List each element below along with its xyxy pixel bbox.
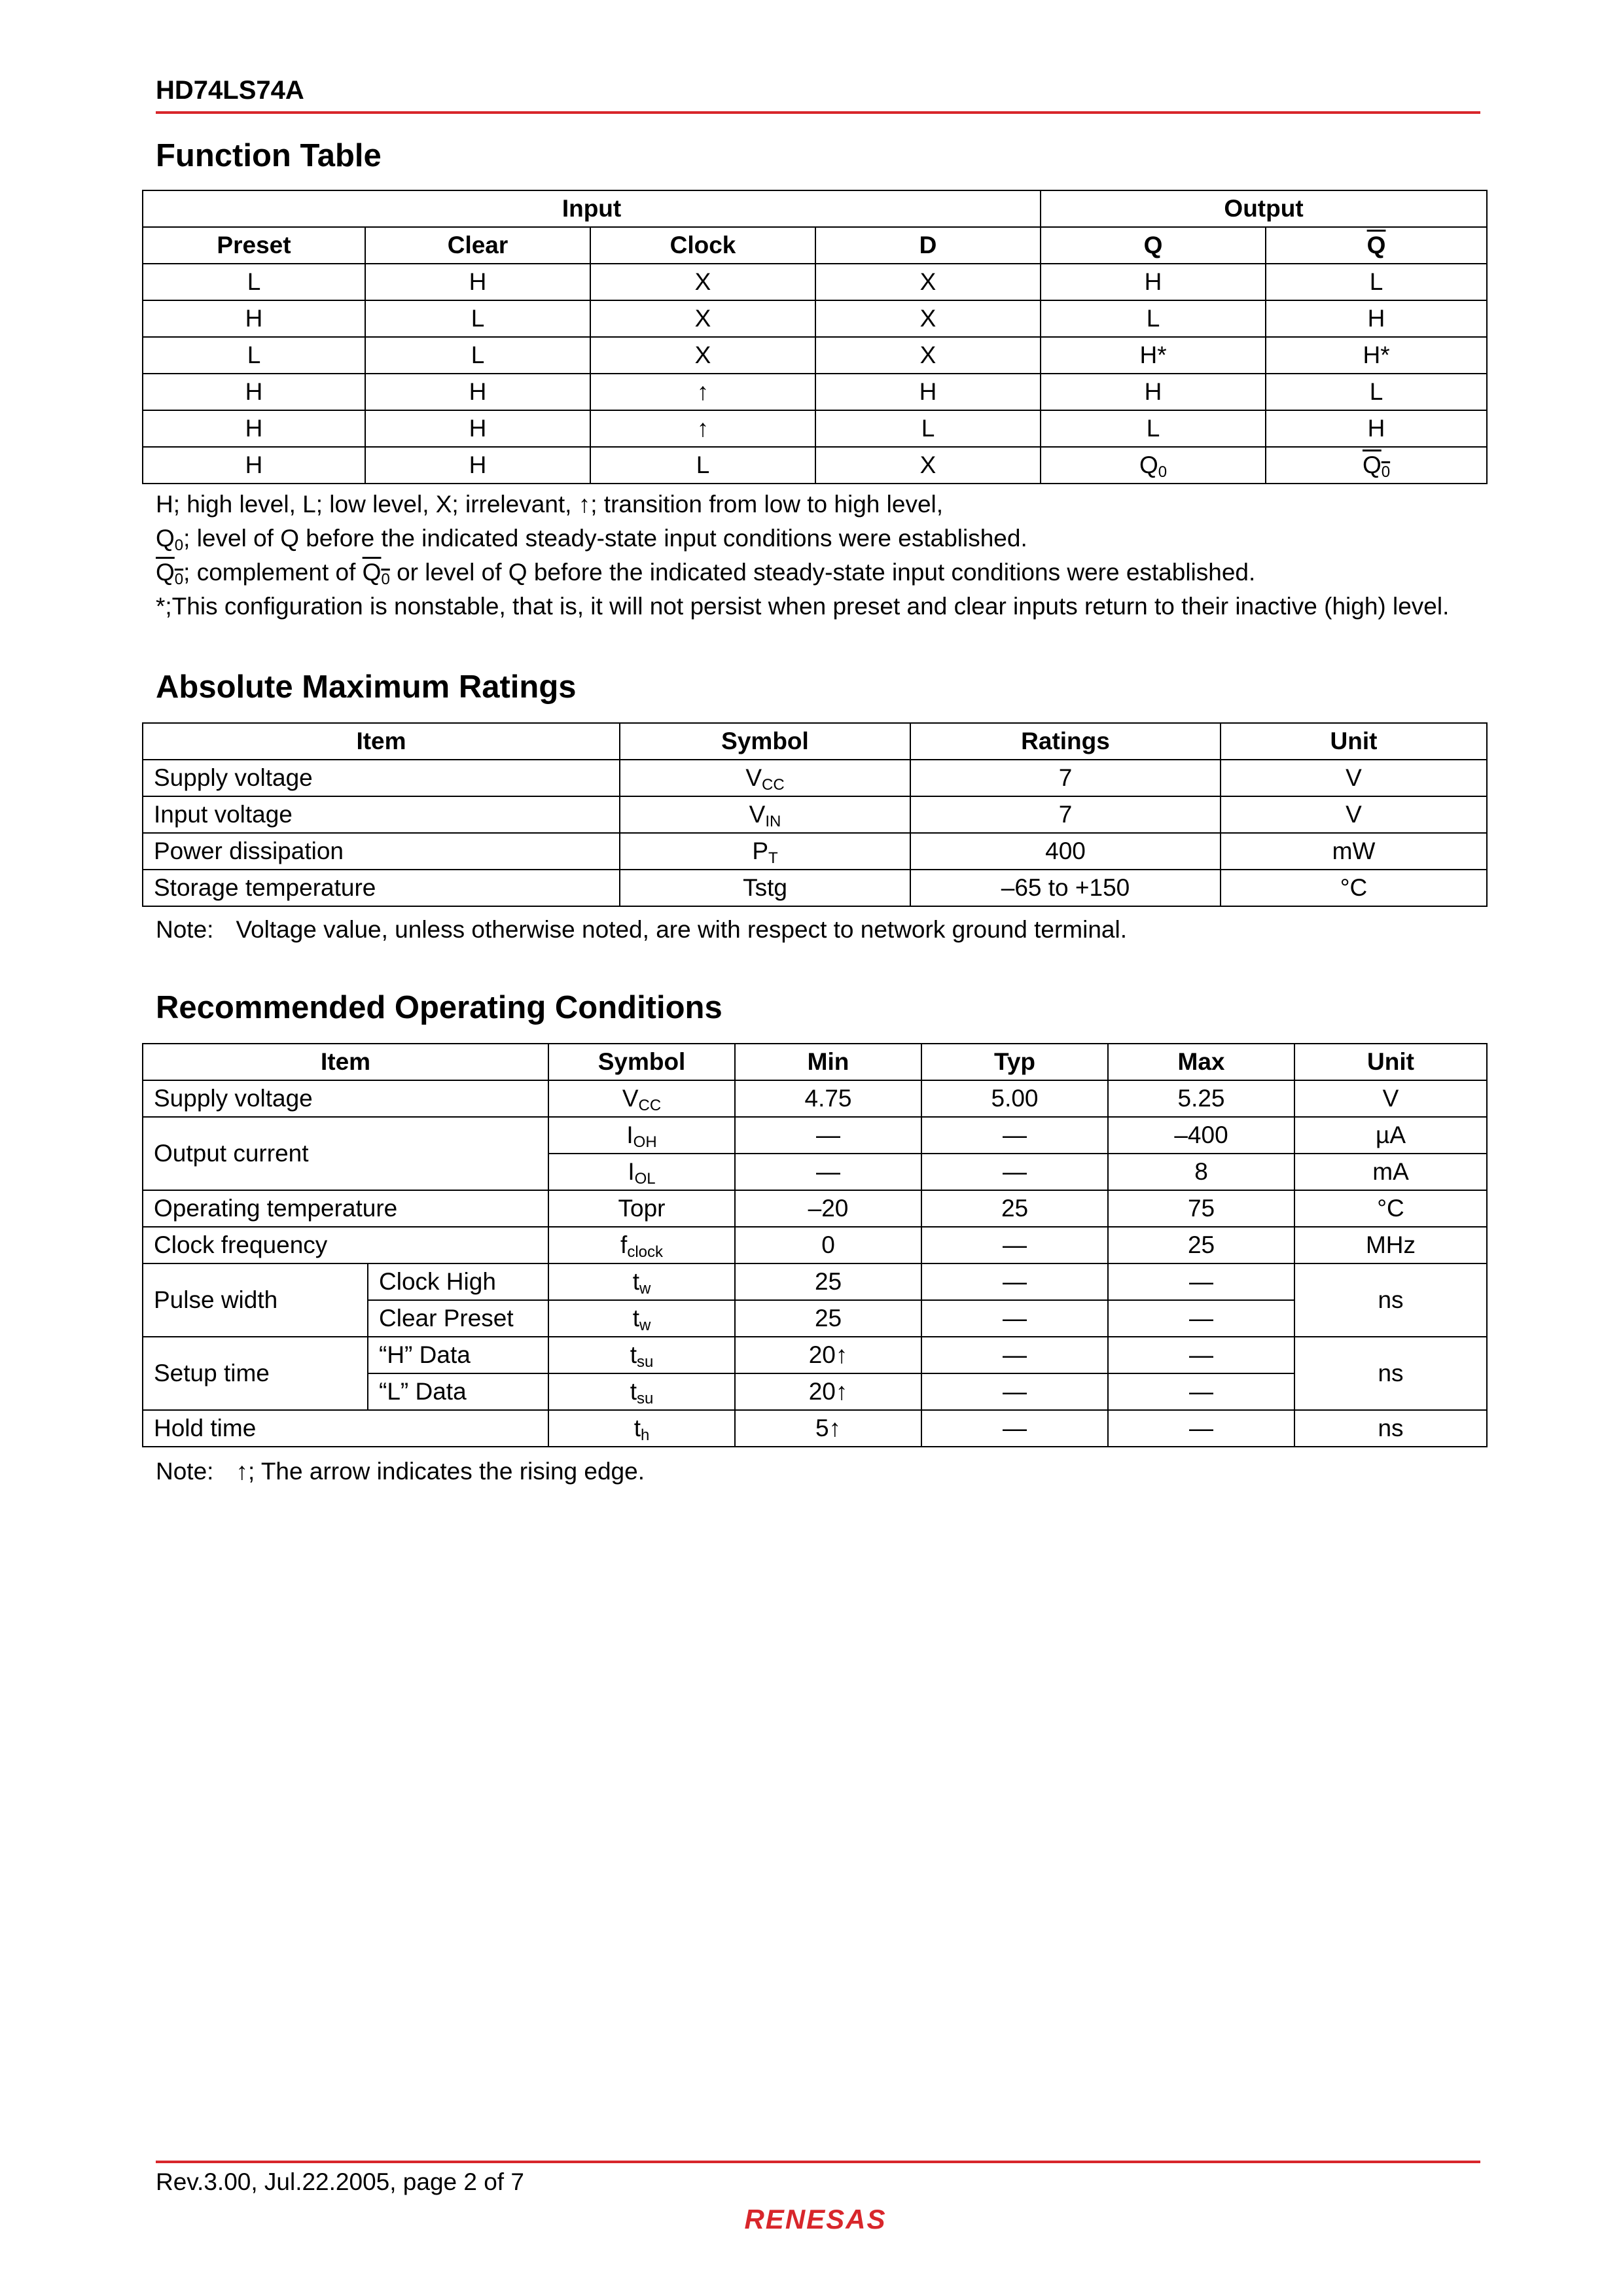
cell: Clock frequency <box>143 1227 548 1263</box>
output-group-header: Output <box>1041 190 1487 227</box>
cell-symbol: $t_h$ <box>548 1410 735 1447</box>
column-header-row <box>143 723 1487 760</box>
table-row <box>143 1190 1487 1227</box>
cell: Operating temperature <box>143 1190 548 1227</box>
cell: 5.25 <box>1108 1080 1294 1117</box>
function-table-note-q0bar: $Q_0$; complement of $Q_0$ or level of Q before the indicated steady-state input conditions were established. <box>156 559 1256 588</box>
cell: X <box>590 300 815 337</box>
cell: Hold time <box>143 1410 548 1447</box>
cell: H <box>1041 264 1266 300</box>
cell: MHz <box>1294 1227 1487 1263</box>
cell-symbol: Tstg <box>620 870 910 906</box>
note-label: Note: <box>156 916 214 943</box>
cell: –400 <box>1108 1117 1294 1154</box>
cell: H <box>365 447 590 484</box>
cell: “H” Data <box>368 1337 548 1373</box>
cell: — <box>1108 1337 1294 1373</box>
col-preset: Preset <box>143 227 365 264</box>
col-d: D <box>815 227 1041 264</box>
cell: H <box>1041 374 1266 410</box>
cell: mW <box>1221 833 1487 870</box>
cell: 400 <box>910 833 1221 870</box>
abs-max-note <box>156 916 1127 944</box>
col-unit: Unit <box>1294 1044 1487 1080</box>
table-row <box>143 833 1487 870</box>
cell: H <box>365 410 590 447</box>
cell: X <box>815 264 1041 300</box>
col-max: Max <box>1108 1044 1294 1080</box>
cell: H <box>365 374 590 410</box>
col-qbar: $\overline{Q}$ <box>1266 227 1487 264</box>
table-row <box>143 1410 1487 1447</box>
col-ratings: Ratings <box>910 723 1221 760</box>
renesas-logo-text: RENESAS <box>744 2204 887 2234</box>
cell: X <box>815 447 1041 484</box>
cell-symbol: Topr <box>548 1190 735 1227</box>
col-symbol: Symbol <box>548 1044 735 1080</box>
column-header-row <box>143 227 1487 264</box>
table-row <box>143 300 1487 337</box>
cell: V <box>1294 1080 1487 1117</box>
cell: Setup time <box>143 1337 368 1410</box>
note-label: Note: <box>156 1458 214 1485</box>
cell-symbol: $t_{su}$ <box>548 1373 735 1410</box>
cell: H* <box>1041 337 1266 374</box>
cell: L <box>1041 410 1266 447</box>
cell: H <box>143 374 365 410</box>
footer-rule <box>156 2161 1480 2163</box>
cell: –65 to +150 <box>910 870 1221 906</box>
column-header-row <box>143 1044 1487 1080</box>
input-group-header: Input <box>143 190 1041 227</box>
table-row <box>143 264 1487 300</box>
cell-symbol: $f_{clock}$ <box>548 1227 735 1263</box>
cell: L <box>815 410 1041 447</box>
cell: –20 <box>735 1190 921 1227</box>
header-rule <box>156 111 1480 114</box>
cell: — <box>921 1373 1108 1410</box>
cell: V <box>1221 760 1487 796</box>
cell: Clear Preset <box>368 1300 548 1337</box>
cell: 7 <box>910 796 1221 833</box>
col-item: Item <box>143 1044 548 1080</box>
cell-rising-edge: ↑ <box>590 374 815 410</box>
cell: Input voltage <box>143 796 620 833</box>
cell: 25 <box>735 1300 921 1337</box>
cell: H <box>365 264 590 300</box>
note-text: ↑; The arrow indicates the rising edge. <box>236 1458 645 1485</box>
cell: — <box>1108 1263 1294 1300</box>
col-typ: Typ <box>921 1044 1108 1080</box>
cell: H <box>143 300 365 337</box>
cell: 75 <box>1108 1190 1294 1227</box>
cell-symbol: $V_{IN}$ <box>620 796 910 833</box>
cell: mA <box>1294 1154 1487 1190</box>
cell: °C <box>1294 1190 1487 1227</box>
cell: — <box>921 1410 1108 1447</box>
cell: L <box>590 447 815 484</box>
cell: Supply voltage <box>143 760 620 796</box>
function-table <box>142 190 1488 484</box>
cell: 5↑ <box>735 1410 921 1447</box>
cell: L <box>143 337 365 374</box>
cell: H <box>143 447 365 484</box>
cell-symbol: $V_{CC}$ <box>548 1080 735 1117</box>
cell: V <box>1221 796 1487 833</box>
cell: — <box>921 1300 1108 1337</box>
footer-revision: Rev.3.00, Jul.22.2005, page 2 of 7 <box>156 2168 524 2195</box>
cell: H <box>815 374 1041 410</box>
cell: ns <box>1294 1263 1487 1337</box>
col-q: Q <box>1041 227 1266 264</box>
cell: — <box>921 1117 1108 1154</box>
renesas-logo <box>717 2202 914 2237</box>
cell: — <box>921 1337 1108 1373</box>
cell: “L” Data <box>368 1373 548 1410</box>
cell: X <box>590 337 815 374</box>
cell-rising-edge: ↑ <box>590 410 815 447</box>
cell: — <box>1108 1300 1294 1337</box>
cell: Pulse width <box>143 1263 368 1337</box>
cell: H <box>143 410 365 447</box>
col-min: Min <box>735 1044 921 1080</box>
table-row <box>143 796 1487 833</box>
cell: — <box>1108 1373 1294 1410</box>
table-row <box>143 1263 1487 1300</box>
cell: µA <box>1294 1117 1487 1154</box>
cell: — <box>921 1227 1108 1263</box>
col-clear: Clear <box>365 227 590 264</box>
cell-q0: $Q_0$ <box>1041 447 1266 484</box>
cell: — <box>735 1154 921 1190</box>
cell: L <box>1266 264 1487 300</box>
function-table-note-legend: H; high level, L; low level, X; irrelevant, ↑; transition from low to high level, <box>156 491 944 518</box>
function-table-note-q0: $Q_0$; level of Q before the indicated steady-state input conditions were established. <box>156 525 1027 554</box>
cell: L <box>1266 374 1487 410</box>
cell-symbol: $V_{CC}$ <box>620 760 910 796</box>
cell: 0 <box>735 1227 921 1263</box>
cell-symbol: $t_w$ <box>548 1300 735 1337</box>
cell-symbol: $I_{OH}$ <box>548 1117 735 1154</box>
cell: X <box>815 300 1041 337</box>
cell: X <box>815 337 1041 374</box>
cell: X <box>590 264 815 300</box>
cell: Output current <box>143 1117 548 1190</box>
table-row <box>143 447 1487 484</box>
abs-max-table <box>142 722 1488 907</box>
table-row <box>143 1227 1487 1263</box>
cell: 4.75 <box>735 1080 921 1117</box>
cell: H <box>1266 300 1487 337</box>
cell: 20↑ <box>735 1373 921 1410</box>
cell: ns <box>1294 1410 1487 1447</box>
cell-symbol: $I_{OL}$ <box>548 1154 735 1190</box>
table-row <box>143 1337 1487 1373</box>
cell: H <box>1266 410 1487 447</box>
col-symbol: Symbol <box>620 723 910 760</box>
cell-q0-bar: $Q_0$ <box>1266 447 1487 484</box>
cell: 25 <box>735 1263 921 1300</box>
document-header-part-number: HD74LS74A <box>156 76 304 105</box>
table-row <box>143 870 1487 906</box>
cell: — <box>735 1117 921 1154</box>
cell: ns <box>1294 1337 1487 1410</box>
table-row <box>143 374 1487 410</box>
table-row <box>143 1117 1487 1154</box>
table-row <box>143 1080 1487 1117</box>
cell: L <box>365 300 590 337</box>
roc-title: Recommended Operating Conditions <box>156 990 722 1025</box>
abs-max-title: Absolute Maximum Ratings <box>156 669 577 705</box>
cell: Clock High <box>368 1263 548 1300</box>
cell: L <box>143 264 365 300</box>
cell: 20↑ <box>735 1337 921 1373</box>
cell: Supply voltage <box>143 1080 548 1117</box>
col-item: Item <box>143 723 620 760</box>
cell: — <box>921 1263 1108 1300</box>
cell: — <box>1108 1410 1294 1447</box>
table-row <box>143 410 1487 447</box>
cell: 7 <box>910 760 1221 796</box>
cell: H* <box>1266 337 1487 374</box>
cell: L <box>365 337 590 374</box>
cell: 5.00 <box>921 1080 1108 1117</box>
cell-symbol: $t_w$ <box>548 1263 735 1300</box>
cell: — <box>921 1154 1108 1190</box>
cell: 25 <box>1108 1227 1294 1263</box>
cell-symbol: $t_{su}$ <box>548 1337 735 1373</box>
col-clock: Clock <box>590 227 815 264</box>
roc-table <box>142 1043 1488 1447</box>
cell: L <box>1041 300 1266 337</box>
function-table-title: Function Table <box>156 138 382 173</box>
roc-note <box>156 1458 645 1485</box>
note-text: Voltage value, unless otherwise noted, are with respect to network ground terminal. <box>236 916 1127 943</box>
table-row <box>143 337 1487 374</box>
cell: Power dissipation <box>143 833 620 870</box>
function-table-note-nonstable: *;This configuration is nonstable, that is, it will not persist when preset and clear inputs return to their inactive (high) level. <box>156 593 1450 620</box>
cell: Storage temperature <box>143 870 620 906</box>
cell: 25 <box>921 1190 1108 1227</box>
cell-symbol: $P_T$ <box>620 833 910 870</box>
table-row <box>143 760 1487 796</box>
cell: °C <box>1221 870 1487 906</box>
col-unit: Unit <box>1221 723 1487 760</box>
cell: 8 <box>1108 1154 1294 1190</box>
